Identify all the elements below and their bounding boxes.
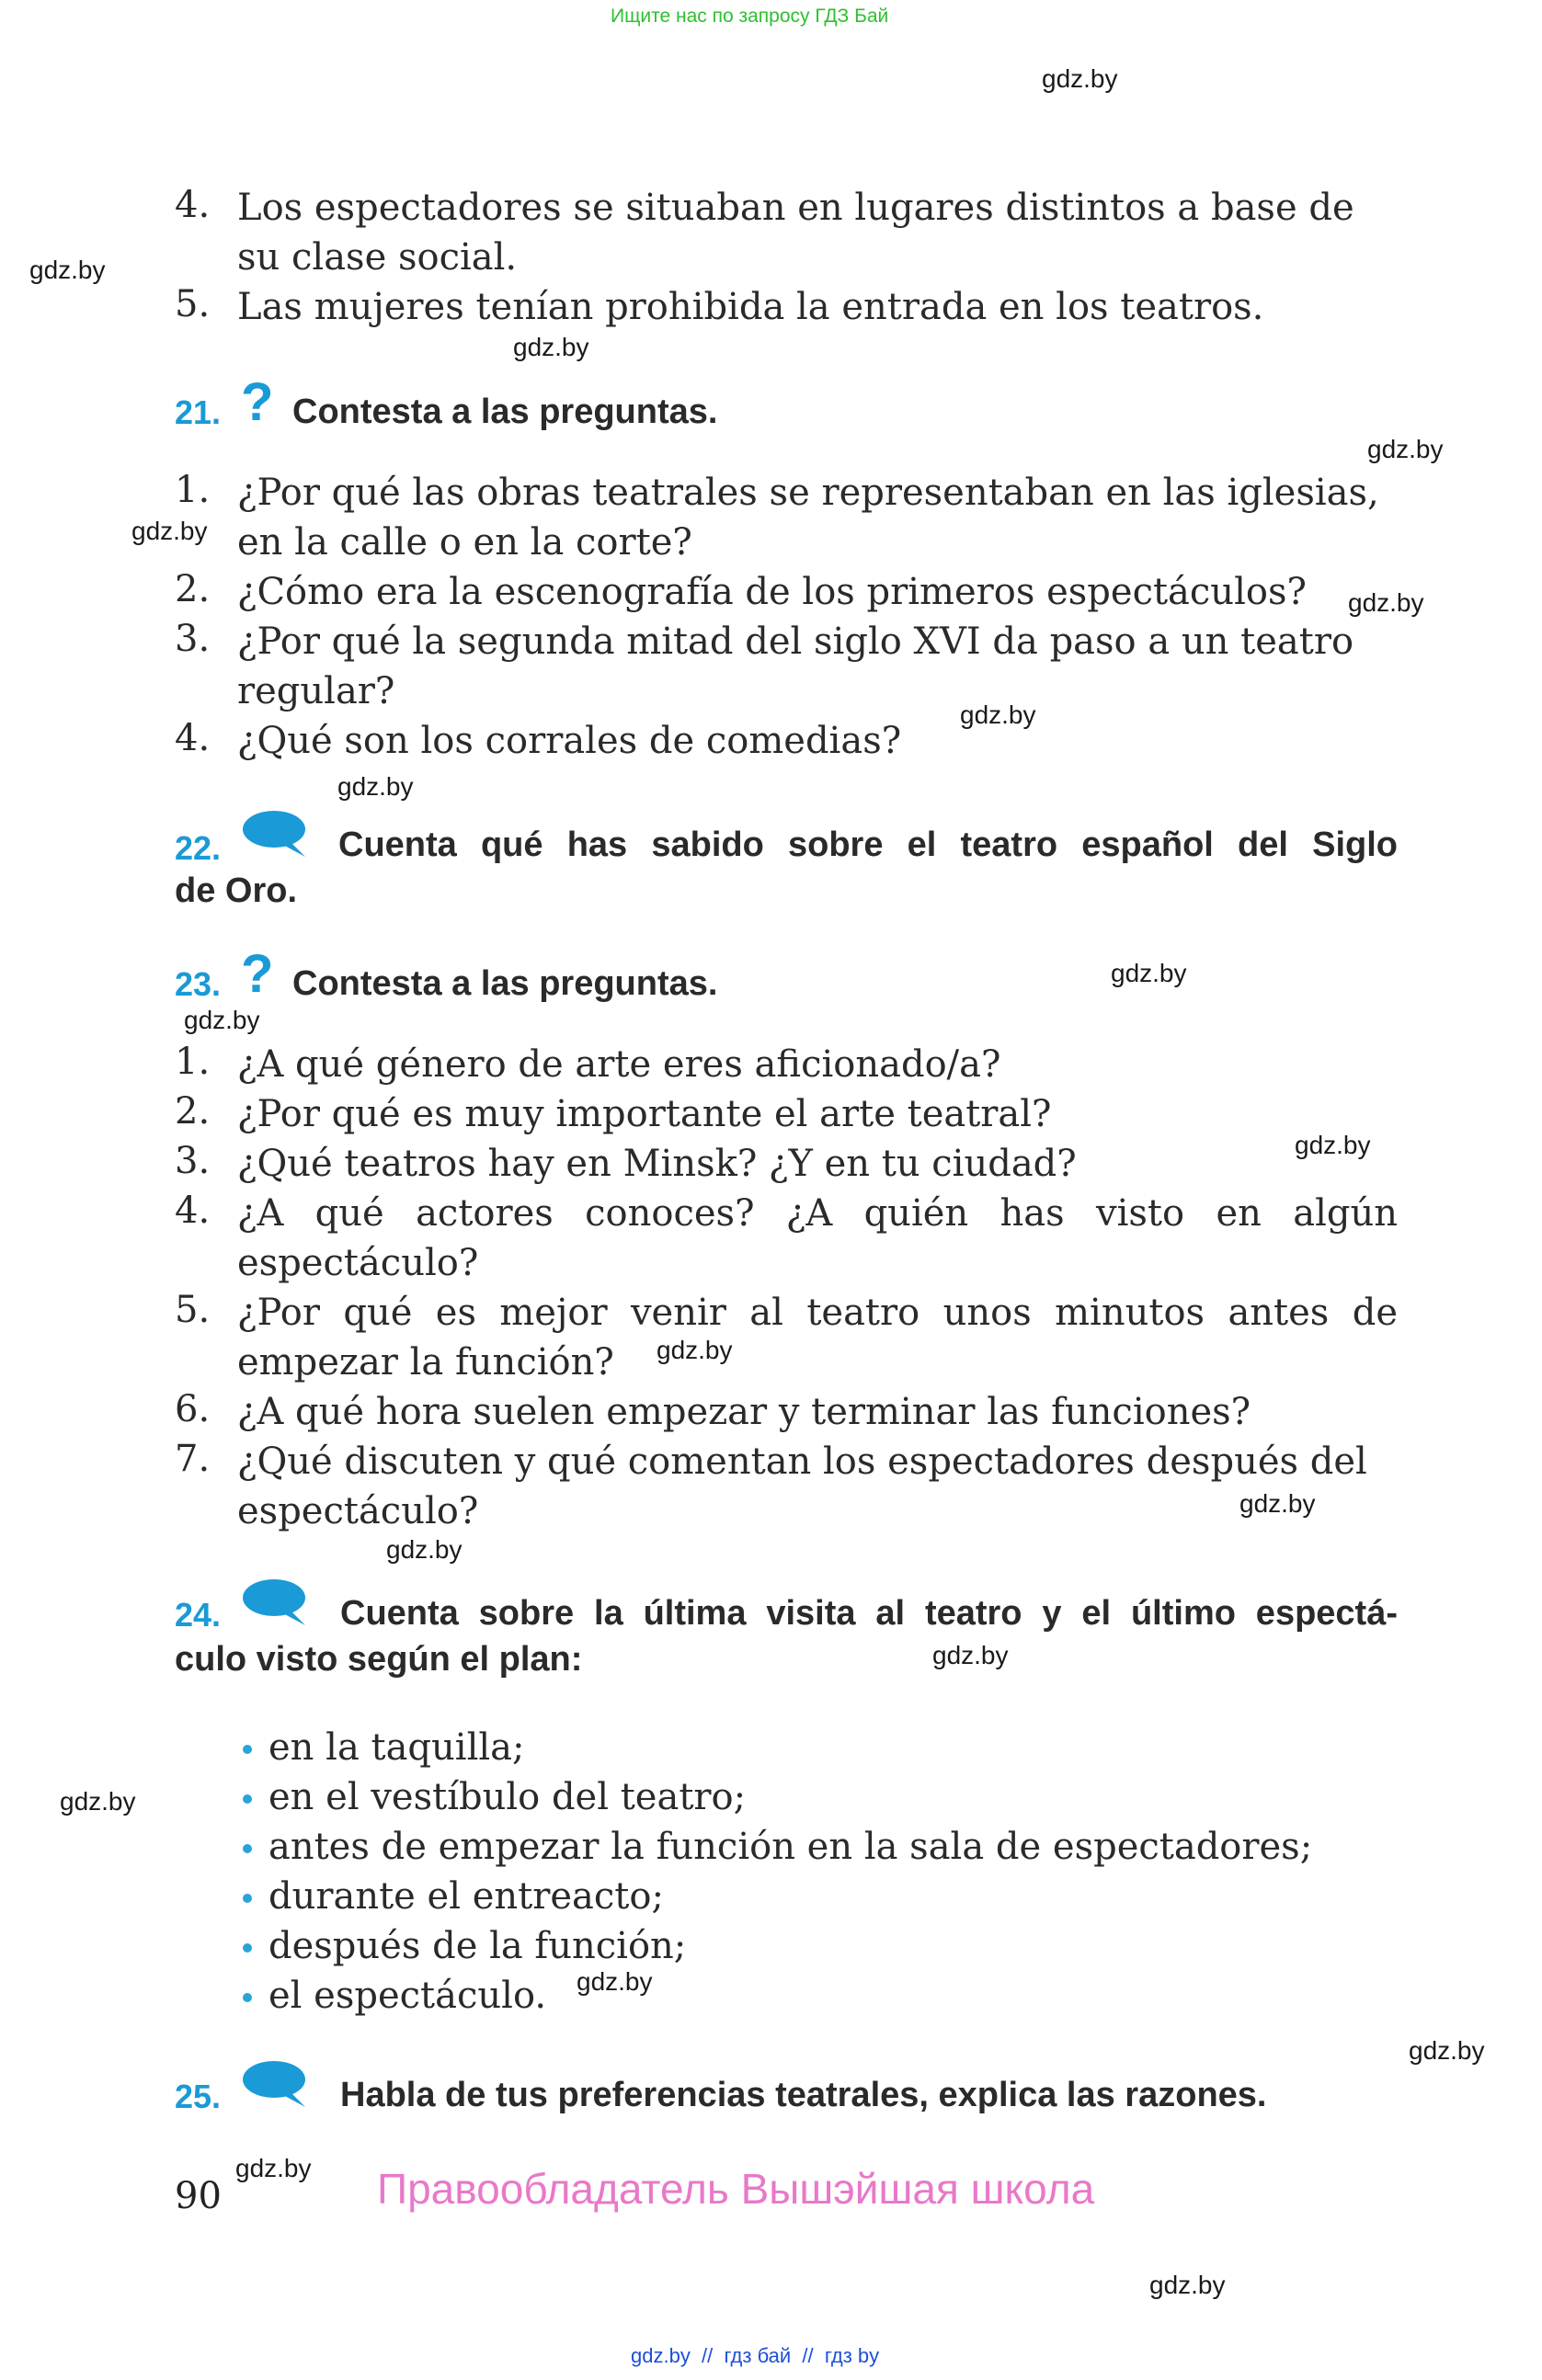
item-number: 1. bbox=[175, 1041, 211, 1083]
item-text bbox=[237, 468, 1379, 567]
item-number: 2. bbox=[175, 1090, 211, 1133]
bullet-dot bbox=[243, 1993, 252, 2002]
watermark: gdz.by bbox=[960, 700, 1036, 729]
question-icon: ? bbox=[241, 372, 274, 432]
top-banner: Ищите нас по запросу ГДЗ Бай bbox=[611, 6, 889, 27]
item-line: espectáculo? bbox=[237, 1242, 479, 1284]
bullet-item: en el vestíbulo del teatro; bbox=[268, 1776, 747, 1818]
exercise-title bbox=[175, 822, 1398, 914]
item-number: 6. bbox=[175, 1388, 211, 1430]
exercise-number: 24. bbox=[175, 1596, 222, 1634]
bullet-item: durante el entreacto; bbox=[268, 1875, 664, 1918]
item-text bbox=[237, 716, 901, 766]
watermark: gdz.by bbox=[1149, 2271, 1226, 2299]
item-line: ¿Qué son los corrales de comedias? bbox=[237, 720, 902, 762]
item-text bbox=[237, 282, 1263, 332]
item-text bbox=[237, 1040, 1000, 1089]
watermark: gdz.by bbox=[513, 333, 589, 361]
item-number: 4. bbox=[175, 184, 211, 226]
watermark: gdz.by bbox=[337, 772, 414, 801]
item-line: su clase social. bbox=[237, 236, 518, 279]
item-number: 4. bbox=[175, 717, 211, 759]
item-number: 3. bbox=[175, 1140, 211, 1182]
exercise-title: Contesta a las preguntas. bbox=[292, 393, 718, 431]
item-line: ¿Por qué es muy importante el arte teatral? bbox=[237, 1093, 1052, 1135]
item-text bbox=[237, 1437, 1367, 1536]
bullet-dot bbox=[243, 1844, 252, 1853]
exercise-title: Contesta a las preguntas. bbox=[292, 964, 718, 1003]
watermark: gdz.by bbox=[235, 2154, 312, 2182]
item-number: 5. bbox=[175, 283, 211, 325]
exercise-number: 23. bbox=[175, 965, 222, 1003]
item-number: 2. bbox=[175, 568, 211, 610]
item-line: espectáculo? bbox=[237, 1490, 479, 1532]
item-text bbox=[237, 1089, 1052, 1139]
watermark: gdz.by bbox=[1042, 64, 1118, 93]
watermark: gdz.by bbox=[577, 1967, 653, 1996]
item-number: 3. bbox=[175, 618, 211, 660]
bullet-item: el espectáculo. bbox=[268, 1975, 547, 2017]
item-number: 1. bbox=[175, 469, 211, 511]
item-line: en la calle o en la corte? bbox=[237, 521, 692, 564]
item-line: ¿Qué teatros hay en Minsk? ¿Y en tu ciudad? bbox=[237, 1143, 1077, 1185]
item-text bbox=[237, 1387, 1251, 1437]
watermark: gdz.by bbox=[932, 1641, 1009, 1669]
item-text bbox=[237, 1288, 1398, 1387]
watermark: gdz.by bbox=[1239, 1489, 1316, 1518]
watermark: gdz.by bbox=[131, 517, 208, 545]
watermark: gdz.by bbox=[1367, 435, 1444, 463]
footer-links: gdz.by // гдз бай // гдз by bbox=[631, 2344, 880, 2367]
watermark: gdz.by bbox=[657, 1336, 733, 1364]
item-text bbox=[237, 567, 1307, 617]
page-number: 90 bbox=[175, 2175, 222, 2217]
title-line: Cuenta qué has sabido sobre el teatro español del Siglo bbox=[338, 826, 1398, 864]
exercise-title bbox=[175, 1590, 1398, 1682]
exercise-title: Habla de tus preferencias teatrales, explica las razones. bbox=[340, 2076, 1267, 2114]
item-text bbox=[237, 617, 1354, 716]
item-text bbox=[237, 183, 1354, 282]
item-line: empezar la función? bbox=[237, 1341, 614, 1384]
exercise-number: 22. bbox=[175, 829, 222, 867]
item-line: Los espectadores se situaban en lugares distintos a base de bbox=[237, 187, 1354, 229]
bullet-item: después de la función; bbox=[268, 1925, 687, 1967]
watermark: gdz.by bbox=[386, 1535, 463, 1564]
item-line: ¿Por qué las obras teatrales se representaban en las iglesias, bbox=[237, 472, 1379, 514]
item-line: ¿Por qué la segunda mitad del siglo XVI da paso a un teatro bbox=[237, 621, 1354, 663]
bullet-dot bbox=[243, 1894, 252, 1903]
bullet-item: en la taquilla; bbox=[268, 1726, 525, 1769]
item-line: ¿Cómo era la escenografía de los primeros espectáculos? bbox=[237, 571, 1307, 613]
watermark: gdz.by bbox=[1348, 588, 1424, 617]
item-line: ¿A qué hora suelen empezar y terminar las funciones? bbox=[237, 1391, 1251, 1433]
item-line: Las mujeres tenían prohibida la entrada en los teatros. bbox=[237, 286, 1264, 328]
bullet-item: antes de empezar la función en la sala de espectadores; bbox=[268, 1826, 1313, 1868]
item-number: 7. bbox=[175, 1438, 211, 1480]
item-text bbox=[237, 1139, 1077, 1189]
item-line: ¿Qué discuten y qué comentan los espectadores después del bbox=[237, 1441, 1367, 1483]
item-line: regular? bbox=[237, 670, 395, 712]
item-line: ¿A qué actores conoces? ¿A quién has visto en algún bbox=[237, 1192, 1398, 1235]
speech-bubble-icon bbox=[241, 2059, 311, 2109]
item-line: ¿A qué género de arte eres aficionado/a? bbox=[237, 1043, 1001, 1086]
item-line: ¿Por qué es mejor venir al teatro unos minutos antes de bbox=[237, 1292, 1398, 1334]
question-icon: ? bbox=[241, 944, 274, 1004]
watermark: gdz.by bbox=[1409, 2036, 1485, 2065]
copyright-notice: Правообладатель Вышэйшая школа bbox=[377, 2165, 1095, 2213]
title-line: de Oro. bbox=[175, 871, 298, 910]
watermark: gdz.by bbox=[184, 1006, 260, 1034]
bullet-dot bbox=[243, 1794, 252, 1804]
bullet-dot bbox=[243, 1745, 252, 1754]
watermark: gdz.by bbox=[1295, 1131, 1371, 1159]
item-text bbox=[237, 1189, 1398, 1288]
exercise-number: 25. bbox=[175, 2078, 222, 2115]
item-number: 5. bbox=[175, 1289, 211, 1331]
title-line: culo visto según el plan: bbox=[175, 1640, 583, 1679]
watermark: gdz.by bbox=[60, 1787, 136, 1816]
watermark: gdz.by bbox=[1111, 959, 1187, 987]
item-number: 4. bbox=[175, 1190, 211, 1232]
exercise-number: 21. bbox=[175, 393, 222, 431]
watermark: gdz.by bbox=[29, 256, 106, 284]
bullet-dot bbox=[243, 1943, 252, 1953]
title-line: Cuenta sobre la última visita al teatro y el último espectá- bbox=[340, 1594, 1398, 1633]
